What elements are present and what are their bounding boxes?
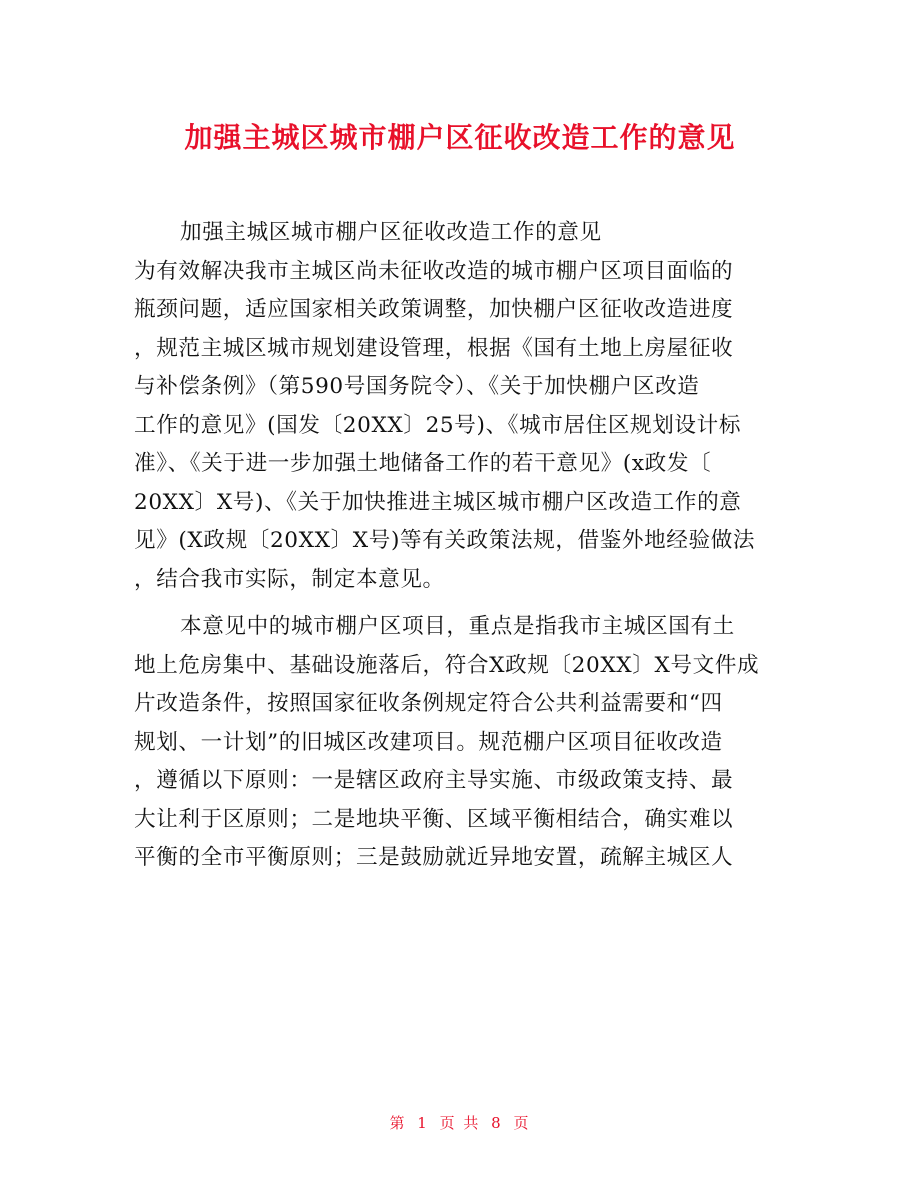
footer-suffix: 页 — [513, 1114, 531, 1132]
text-line: 准》、《关于进一步加强土地储备工作的若干意见》(x政发〔 — [134, 451, 712, 476]
text-line: 与补偿条例》（第590号国务院令）、《关于加快棚户区改造 — [134, 374, 700, 399]
text-line: 工作的意见》(国发〔20XX〕25号)、《城市居住区规划设计标 — [134, 412, 742, 438]
footer-middle: 页 共 — [439, 1114, 481, 1132]
text-line: ，结合我市实际，制定本意见。 — [134, 566, 445, 592]
paragraph-intro — [134, 253, 789, 600]
text-line: ，规范主城区城市规划建设管理，根据《国有土地上房屋征收 — [134, 335, 734, 361]
total-page-count: 8 — [491, 1114, 503, 1132]
text-line: 规划、一计划”的旧城区改建项目。规范棚户区项目征收改造 — [134, 729, 723, 755]
text-line: 瓶颈问题，适应国家相关政策调整，加快棚户区征收改造进度 — [134, 297, 734, 322]
text-line: 片改造条件，按照国家征收条例规定符合公共利益需要和“四 — [134, 691, 723, 716]
text-line: 平衡的全市平衡原则；三是鼓励就近异地安置，疏解主城区人 — [134, 845, 734, 870]
text-line: 大让利于区原则；二是地块平衡、区域平衡相结合，确实难以 — [134, 806, 734, 832]
document-title: 加强主城区城市棚户区征收改造工作的意见 — [184, 121, 736, 154]
text-line: 本意见中的城市棚户区项目，重点是指我市主城区国有土 — [180, 614, 735, 639]
text-line: 20XX〕X号)、《关于加快推进主城区城市棚户区改造工作的意 — [134, 489, 742, 515]
footer-prefix: 第 — [389, 1114, 407, 1132]
text-line: ，遵循以下原则：一是辖区政府主导实施、市级政策支持、最 — [134, 768, 734, 793]
current-page-number: 1 — [417, 1114, 429, 1132]
text-line: 加强主城区城市棚户区征收改造工作的意见 — [180, 220, 602, 245]
paragraph-heading-repeat — [134, 214, 789, 253]
text-line: 为有效解决我市主城区尚未征收改造的城市棚户区项目面临的 — [134, 258, 734, 284]
page-footer — [0, 1112, 920, 1133]
text-line: 见》(X政规〔20XX〕X号)等有关政策法规，借鉴外地经验做法 — [134, 528, 756, 553]
document-body — [134, 214, 789, 878]
paragraph-scope — [134, 608, 789, 878]
text-line: 地上危房集中、基础设施落后，符合X政规〔20XX〕X号文件成 — [134, 652, 760, 678]
